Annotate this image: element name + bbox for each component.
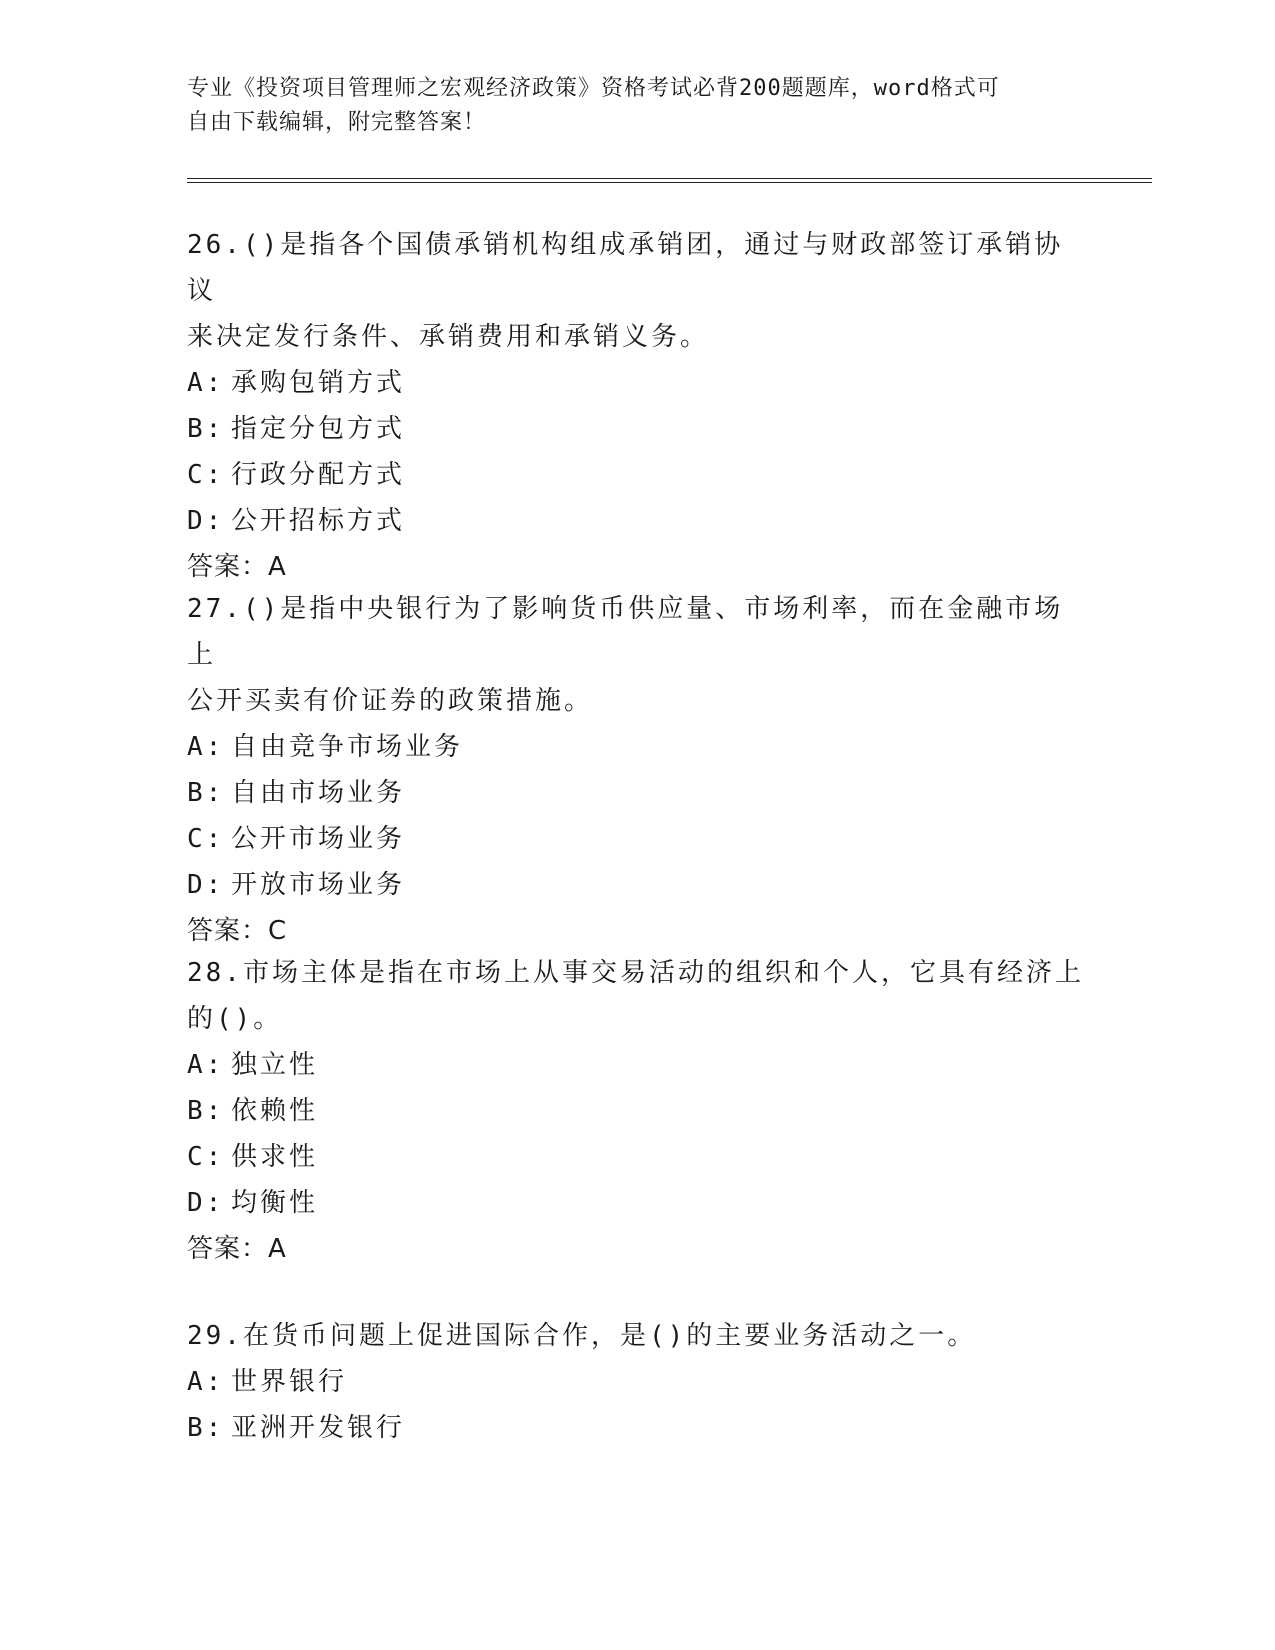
option-text: 依赖性 — [231, 1096, 319, 1126]
answer-line: 答案：A — [187, 1234, 287, 1264]
option-label: B: — [187, 778, 225, 808]
option-text: 开放市场业务 — [231, 870, 406, 900]
document-header — [187, 72, 1087, 140]
option-c — [187, 816, 1087, 862]
option-text: 独立性 — [231, 1050, 319, 1080]
option-a — [187, 1359, 1087, 1405]
question-stem-line: 公开买卖有价证券的政策措施。 — [187, 686, 594, 716]
option-a — [187, 1042, 1087, 1088]
option-label: A: — [187, 1050, 225, 1080]
option-text: 世界银行 — [231, 1367, 348, 1397]
option-label: B: — [187, 414, 225, 444]
option-label: D: — [187, 870, 225, 900]
question-stem-line: 27.()是指中央银行为了影响货币供应量、市场利率，而在金融市场上 — [187, 594, 1064, 670]
option-label: C: — [187, 460, 225, 490]
option-text: 公开招标方式 — [231, 506, 406, 536]
question-stem-line: 的()。 — [187, 1004, 283, 1034]
option-label: D: — [187, 506, 225, 536]
option-label: A: — [187, 1367, 225, 1397]
option-b — [187, 1405, 1087, 1451]
question-stem-line: 来决定发行条件、承销费用和承销义务。 — [187, 322, 710, 352]
option-text: 行政分配方式 — [231, 460, 406, 490]
option-text: 自由竞争市场业务 — [231, 732, 464, 762]
question-stem-line: 26.()是指各个国债承销机构组成承销团，通过与财政部签订承销协议 — [187, 230, 1064, 306]
header-line-1: 专业《投资项目管理师之宏观经济政策》资格考试必背200题题库，word格式可 — [187, 76, 1000, 101]
question-26 — [187, 222, 1087, 590]
option-d — [187, 862, 1087, 908]
option-label: C: — [187, 824, 225, 854]
answer-line: 答案：C — [187, 916, 288, 946]
option-c — [187, 1134, 1087, 1180]
option-b — [187, 1088, 1087, 1134]
question-29 — [187, 1313, 1087, 1451]
header-divider — [187, 178, 1152, 183]
option-text: 供求性 — [231, 1142, 319, 1172]
option-text: 自由市场业务 — [231, 778, 406, 808]
question-stem-line: 29.在货币问题上促进国际合作，是()的主要业务活动之一。 — [187, 1321, 977, 1351]
option-a — [187, 724, 1087, 770]
option-text: 承购包销方式 — [231, 368, 406, 398]
option-d — [187, 1180, 1087, 1226]
question-28 — [187, 950, 1087, 1272]
answer-line: 答案：A — [187, 552, 287, 582]
header-line-2: 自由下载编辑，附完整答案！ — [187, 110, 487, 135]
option-label: C: — [187, 1142, 225, 1172]
question-27 — [187, 586, 1087, 954]
option-b — [187, 406, 1087, 452]
option-label: A: — [187, 732, 225, 762]
option-label: A: — [187, 368, 225, 398]
option-text: 公开市场业务 — [231, 824, 406, 854]
option-text: 均衡性 — [231, 1188, 319, 1218]
option-label: B: — [187, 1096, 225, 1126]
option-a — [187, 360, 1087, 406]
option-text: 指定分包方式 — [231, 414, 406, 444]
option-text: 亚洲开发银行 — [231, 1413, 406, 1443]
option-b — [187, 770, 1087, 816]
question-stem-line: 28.市场主体是指在市场上从事交易活动的组织和个人，它具有经济上 — [187, 958, 1084, 988]
option-c — [187, 452, 1087, 498]
option-label: B: — [187, 1413, 225, 1443]
option-d — [187, 498, 1087, 544]
option-label: D: — [187, 1188, 225, 1218]
